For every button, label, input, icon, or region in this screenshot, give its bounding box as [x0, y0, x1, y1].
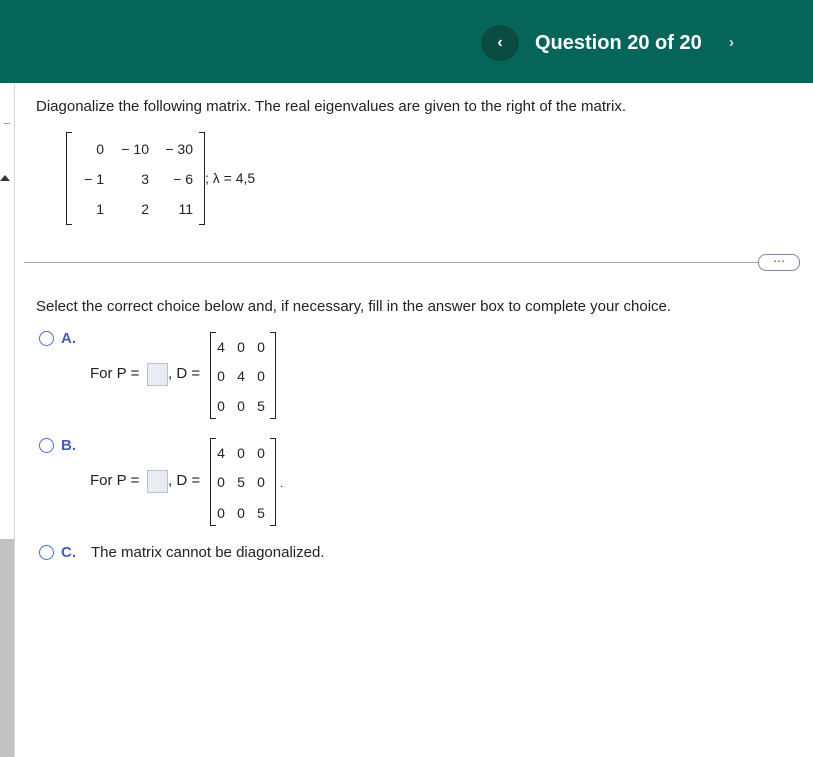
matrix-cell: 2 — [141, 201, 149, 217]
scroll-thumb[interactable] — [0, 539, 14, 757]
choice-a-matrix-cell: 0 — [257, 368, 265, 384]
choice-b-matrix-cell: 0 — [217, 505, 225, 521]
matrix-cell: − 6 — [173, 171, 193, 187]
choice-b-matrix-cell: 0 — [217, 474, 225, 490]
matrix-cell: − 1 — [84, 171, 104, 187]
choice-b-matrix-cell: 0 — [257, 474, 265, 490]
choice-b-p-label: For P = — [90, 472, 140, 489]
choice-a-matrix-cell: 0 — [237, 398, 245, 414]
instruction-text: Select the correct choice below and, if necessary, fill in the answer box to complete your choice. — [36, 298, 672, 315]
matrix-cell: 3 — [141, 171, 149, 187]
choice-a-matrix-right-bracket — [270, 332, 276, 419]
scroll-up-arrow-icon[interactable] — [0, 175, 10, 181]
choice-b-matrix-cell: 0 — [257, 445, 265, 461]
choice-a-matrix-cell: 0 — [217, 398, 225, 414]
choice-c-text: The matrix cannot be diagonalized. — [91, 544, 325, 561]
matrix-cell: 11 — [178, 201, 193, 217]
choice-a-p-answer-box[interactable] — [147, 363, 168, 386]
next-question-button[interactable] — [729, 33, 734, 53]
choice-b-matrix-cell: 5 — [237, 474, 245, 490]
chevron-left-icon: ‹ — [497, 34, 503, 51]
choice-a-matrix-cell: 0 — [237, 339, 245, 355]
question-prompt: Diagonalize the following matrix. The real eigenvalues are given to the right of the matrix. — [36, 98, 627, 115]
chevron-right-icon: › — [729, 34, 734, 51]
matrix-cell: − 30 — [165, 141, 193, 157]
choice-b-trailing-period: . — [280, 476, 284, 490]
choice-b-matrix-right-bracket — [270, 438, 276, 526]
choice-b-matrix-cell: 4 — [217, 445, 225, 461]
choice-a-d-label: , D = — [168, 365, 201, 382]
choice-b-matrix-cell: 5 — [257, 505, 265, 521]
matrix-cell: 1 — [96, 201, 104, 217]
choice-a-p-label: For P = — [90, 365, 140, 382]
matrix-cell: − 10 — [121, 141, 149, 157]
choice-a-matrix-cell: 4 — [217, 339, 225, 355]
eigenvalues-label: ; λ = 4,5 — [205, 170, 256, 186]
ellipsis-icon: ⋯ — [773, 254, 785, 268]
choice-c-radio[interactable] — [39, 545, 54, 560]
choice-b-radio[interactable] — [39, 438, 54, 453]
left-scrollbar[interactable] — [0, 83, 15, 757]
rail-tick — [4, 123, 10, 124]
choice-a-matrix-cell: 0 — [217, 368, 225, 384]
more-options-button[interactable] — [758, 254, 800, 271]
choice-a-matrix-cell: 4 — [237, 368, 245, 384]
choice-b-letter: B. — [61, 437, 76, 454]
choice-b-d-label: , D = — [168, 472, 201, 489]
choice-b-p-answer-box[interactable] — [147, 470, 168, 493]
choice-b-matrix-cell: 0 — [237, 445, 245, 461]
header-bar — [0, 0, 813, 83]
choice-b-matrix-cell: 0 — [237, 505, 245, 521]
question-counter: Question 20 of 20 — [535, 32, 702, 54]
choice-c-letter: C. — [61, 544, 76, 561]
choice-a-matrix-cell: 5 — [257, 398, 265, 414]
choice-a-letter: A. — [61, 330, 76, 347]
previous-question-button[interactable] — [481, 25, 519, 61]
choice-a-radio[interactable] — [39, 331, 54, 346]
section-divider — [24, 262, 762, 263]
choice-a-matrix-cell: 0 — [257, 339, 265, 355]
matrix-left-bracket — [66, 132, 72, 225]
matrix-cell: 0 — [96, 141, 104, 157]
